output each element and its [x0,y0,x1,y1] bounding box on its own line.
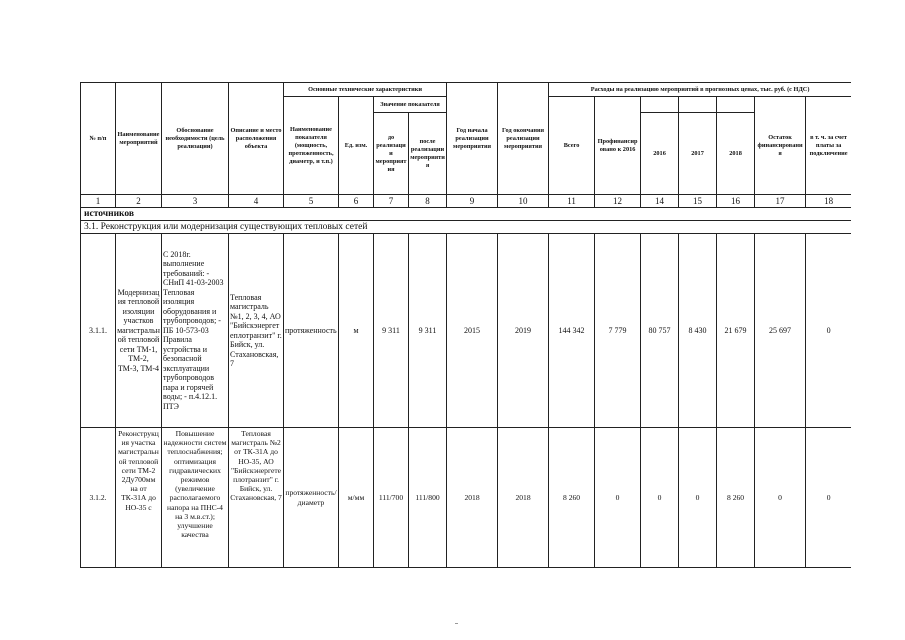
col-number: 1 [81,195,116,208]
row-location: Тепловая магистраль №1, 2, 3, 4, АО "Бийскэнергетеплотранзит" г. Бийск, ул. Стахановская, 7 [229,234,284,428]
row-after: 111/800 [409,428,447,568]
header-costs-group: Расходы на реализацию мероприятий в прогнозных ценах, тыс. руб. (с НДС) [549,83,851,97]
row-2017: 0 [679,428,717,568]
row-2016: 80 757 [641,234,679,428]
row-before: 9 311 [374,234,409,428]
col-number: 17 [755,195,806,208]
row-name: Модернизация тепловой изоляции участков магистральной тепловой сети ТМ-1, ТМ-2, ТМ-3, ТМ-4 [116,234,162,428]
row-financed: 0 [595,428,641,568]
row-location: Тепловая магистраль №2 от ТК-31А до НО-35, АО "Бийскэнергетеплотранзит" г. Бийск, ул. Стахановская, 7 [229,428,284,568]
table-clip [80,82,851,579]
header-justification: Обоснование необходимости (цель реализации) [162,83,229,195]
row-remaining: 25 697 [755,234,806,428]
row-justification: Повышение надежности систем теплоснабжения; оптимизация гидравлических режимов (увеличение располагаемого напора на ПНС-4 на 3 м.в.ст.); улучшение качества [162,428,229,568]
col-number: 10 [498,195,549,208]
header-value-group: Значение показателя [374,97,447,113]
page-mark [455,623,458,624]
row-2018: 21 679 [717,234,755,428]
row-justification: С 2018г. выполнение требований: - СНиП 41-03-2003 Тепловая изоляция оборудования и трубопроводов; - ПБ 10-573-03 Правила устройства и безопасной эксплуатации трубопроводов пара и горячей воды; - п.4.12.1. ПТЭ [162,234,229,428]
header-indicator: Наименование показателя (мощность, протяженность, диаметр, и т.п.) [284,97,339,195]
header-location: Описание и место расположения объекта [229,83,284,195]
col-number: 7 [374,195,409,208]
header-2018: 2018 [717,113,755,195]
col-number: 12 [595,195,641,208]
col-number: 11 [549,195,595,208]
row-remaining: 0 [755,428,806,568]
header-no: № п/п [81,83,116,195]
row-unit: м [339,234,374,428]
col-number: 3 [162,195,229,208]
header-incl: в т. ч. за счет платы за подключение [806,97,851,195]
table-row [81,428,852,568]
col-number: 5 [284,195,339,208]
investment-program-table [80,82,851,568]
row-2018: 8 260 [717,428,755,568]
header-after: после реализации мероприятия [409,113,447,195]
row-indicator: протяженность/диаметр [284,428,339,568]
row-year-start: 2018 [447,428,498,568]
header-year-end: Год окончания реализации мероприятия [498,83,549,195]
row-financed: 7 779 [595,234,641,428]
row-name: Реконструкция участка магистральной тепловой сети ТМ-2 2Ду700мм на от ТК-31А до НО-35 с [116,428,162,568]
col-number: 8 [409,195,447,208]
header-total: Всего [549,97,595,195]
col-number: 18 [806,195,851,208]
header-tech-group: Основные технические характеристики [284,83,447,97]
row-2016: 0 [641,428,679,568]
col-number: 14 [641,195,679,208]
row-no: 3.1.2. [81,428,116,568]
col-number: 2 [116,195,162,208]
row-year-start: 2015 [447,234,498,428]
section-title: 3.1. Реконструкция или модернизация существующих тепловых сетей [81,221,852,234]
col-number: 6 [339,195,374,208]
header-year-start: Год начала реализации мероприятия [447,83,498,195]
header-remaining: Остаток финансирования [755,97,806,195]
row-year-end: 2018 [498,428,549,568]
header-2017: 2017 [679,113,717,195]
row-year-end: 2019 [498,234,549,428]
header-unit: Ед. изм. [339,97,374,195]
header-before: до реализации мероприятия [374,113,409,195]
row-incl: 0 [806,428,851,568]
col-number: 15 [679,195,717,208]
table-row [81,234,852,428]
header-2016: 2016 [641,113,679,195]
header-name: Наименование мероприятий [116,83,162,195]
row-no: 3.1.1. [81,234,116,428]
row-2017: 8 430 [679,234,717,428]
row-incl: 0 [806,234,851,428]
section-sources-label: источников [81,208,852,221]
row-unit: м/мм [339,428,374,568]
row-after: 9 311 [409,234,447,428]
col-number: 4 [229,195,284,208]
row-total: 8 260 [549,428,595,568]
row-indicator: протяженность [284,234,339,428]
col-number: 9 [447,195,498,208]
row-total: 144 342 [549,234,595,428]
col-number: 16 [717,195,755,208]
header-financed: Профинансировано к 2016 [595,97,641,195]
row-before: 111/700 [374,428,409,568]
column-numbers-row [81,195,852,208]
